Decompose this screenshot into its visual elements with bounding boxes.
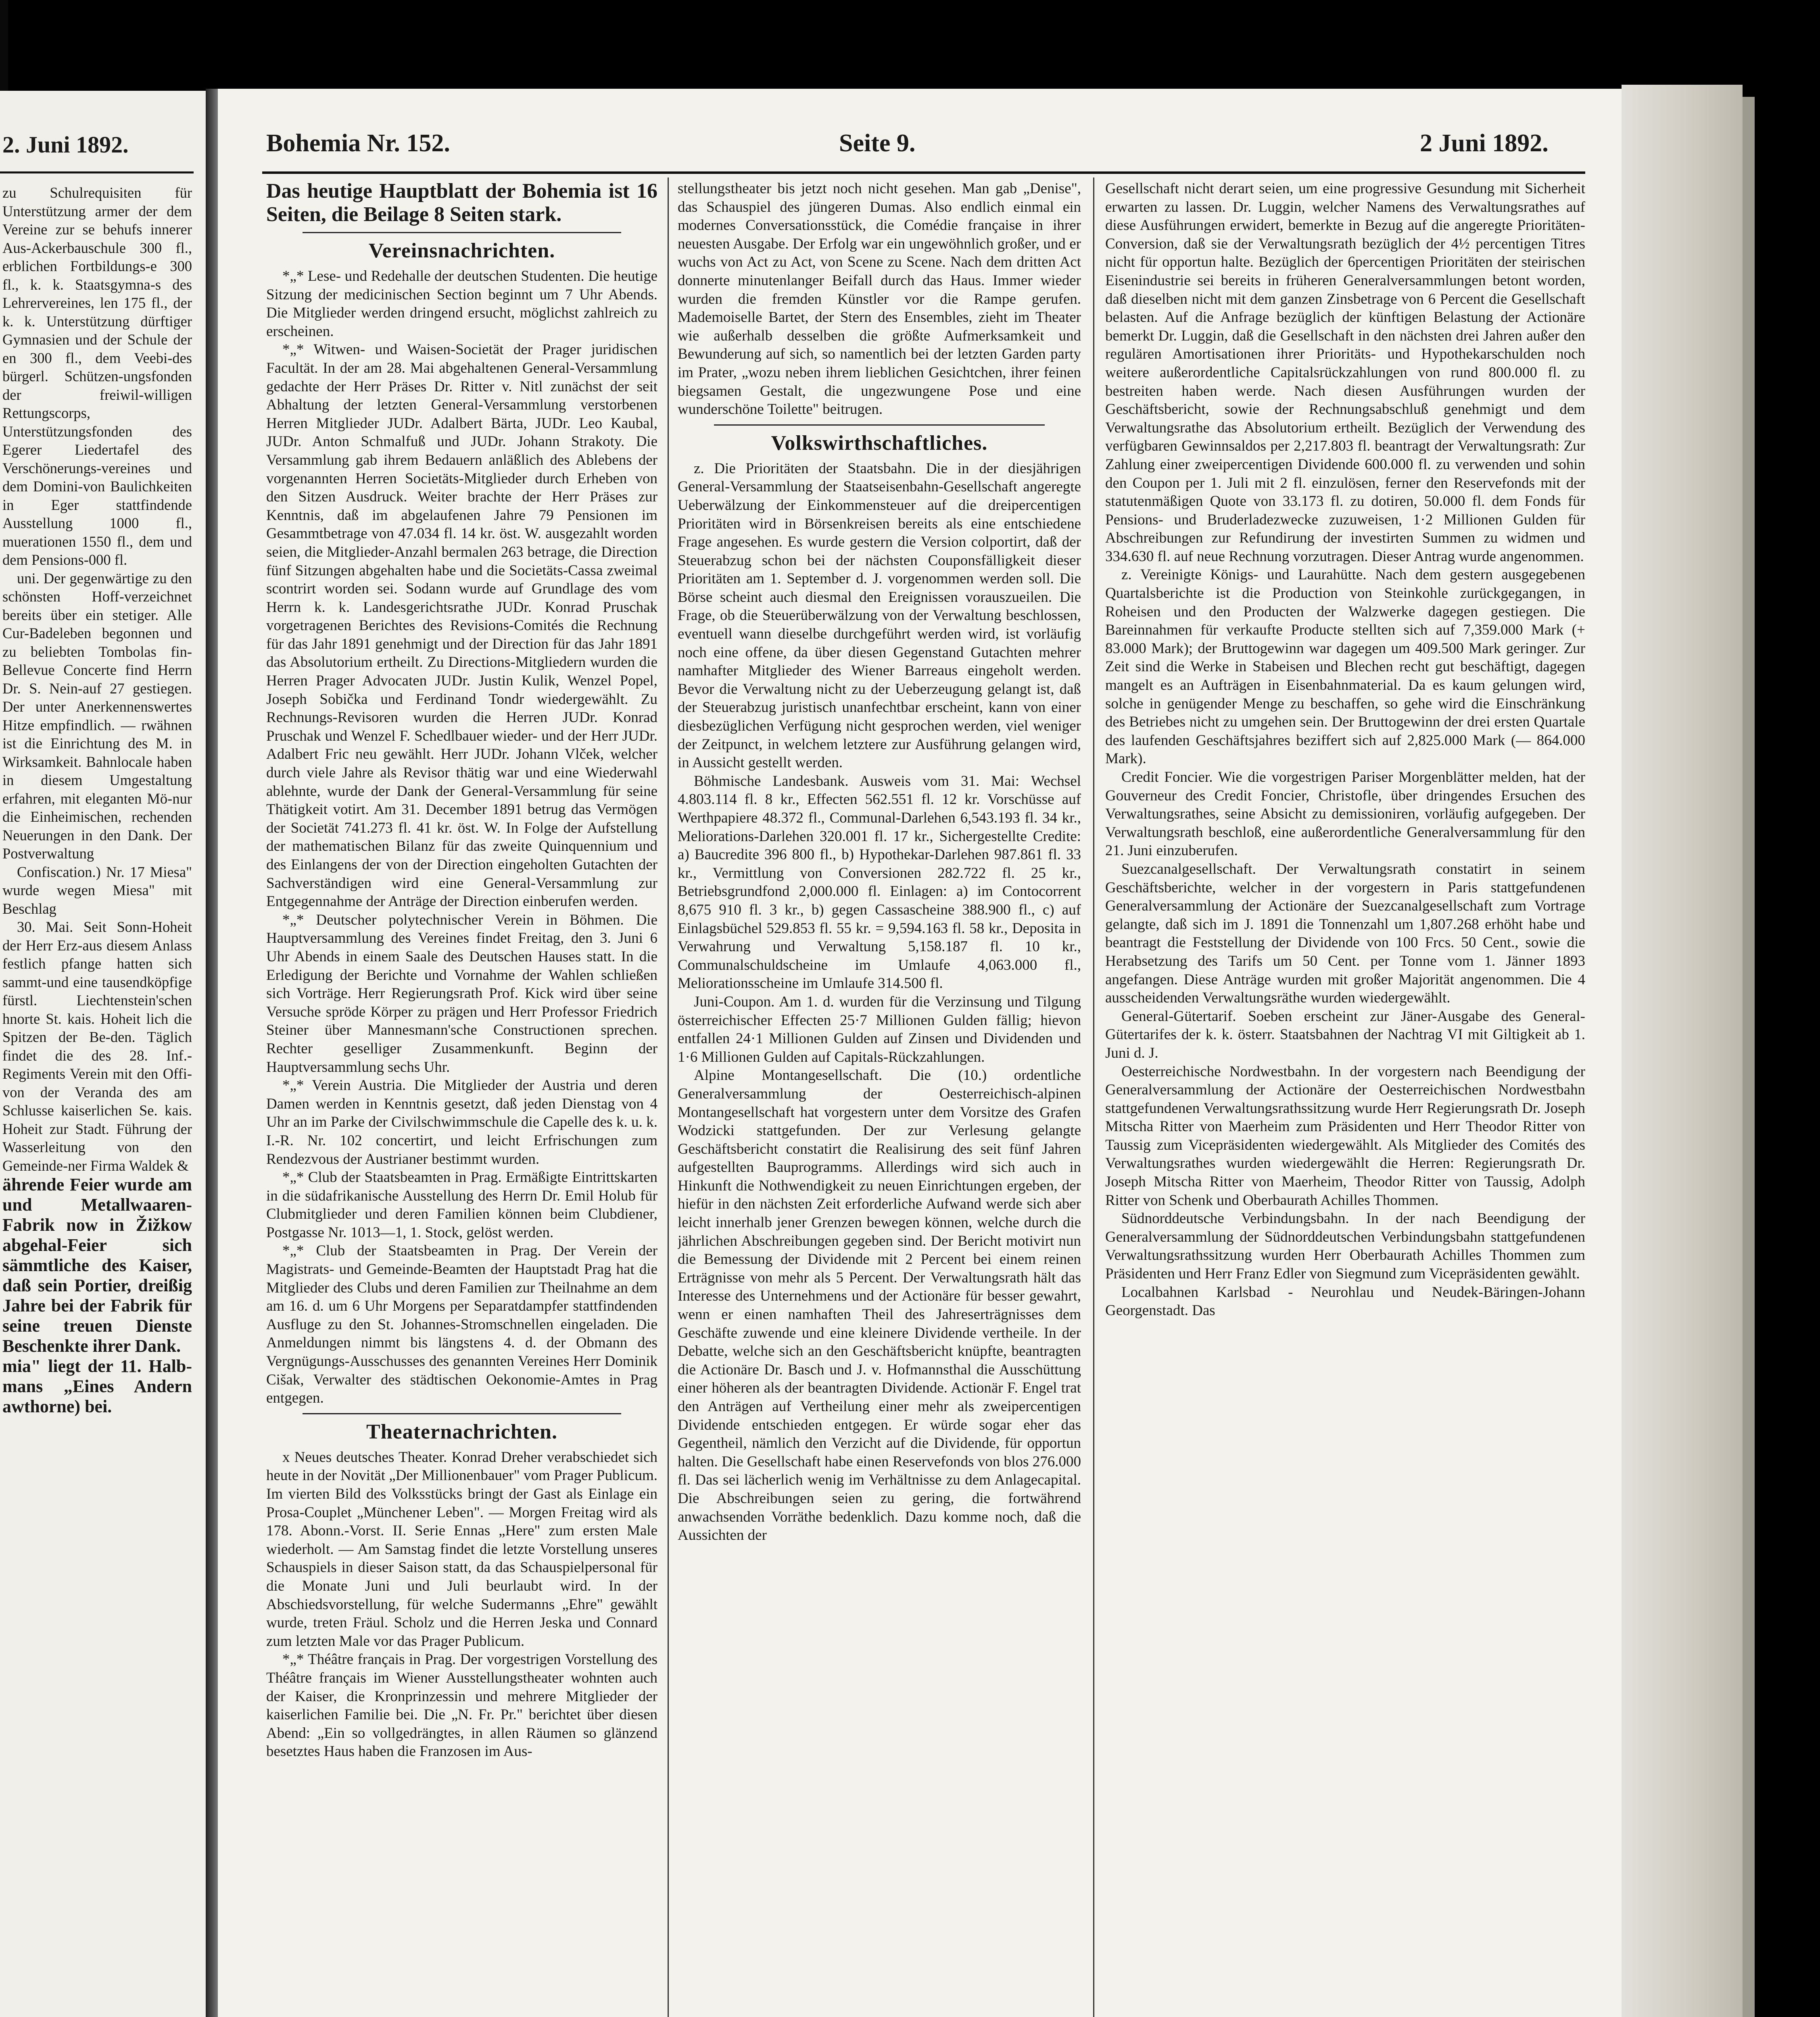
previous-page-column: [2, 184, 192, 2017]
article-paragraph: *„* Witwen- und Waisen-Societät der Prager juridischen Facultät. In der am 28. Mai abgehaltenen General-Versammlung gedachte der Herr Präses Dr. Ritter v. Nitl zunächst der seit Abhaltung der letzten General-Versammlung verstorbenen Herren Mitglieder JUDr. Adalbert Bärta, JUDr. Leo Kaubal, JUDr. Anton Schmalfuß und JUDr. Johann Strakoty. Die Versammlung gab ihrem Bedauern anläßlich des Ablebens der vorgenannten Herren Societäts-Mitglieder durch Erheben von den Sitzen Ausdruck. Weiter brachte der Herr Präses zur Kenntnis, daß im abgelaufenen Jahre 79 Pensionen im Gesammtbetrage von 47.034 fl. 14 kr. öst. W. ausgezahlt worden seien, die Mitglieder-Anzahl bermalen 263 betrage, die Direction fünf Sitzungen abgehalten habe und die Societäts-Cassa zweimal scontrirt worden sei. Sodann wurde auf Grundlage des vom Herrn k. k. Landesgerichtsrathe JUDr. Konrad Pruschak vorgetragenen Berichtes des Revisions-Comités die Rechnung für das Jahr 1891 genehmigt und der Direction für das Jahr 1891 das Absolutorium ertheilt. Zu Directions-Mitgliedern wurden die Herren Prager Advocaten JUDr. Justin Kulik, Wenzel Popel, Joseph Sobička und Ferdinand Tondr wiedergewählt. Zu Rechnungs-Revisoren wurden die Herren JUDr. Konrad Pruschak und Wenzel F. Schedlbauer wieder- und der Herr JUDr. Adalbert Fric neu gewählt. Herr JUDr. Johann Vlček, welcher durch viele Jahre als Revisor thätig war und eine Wiederwahl ablehnte, wurde der Dank der General-Versammlung für seine Thätigkeit votirt. Am 31. December 1891 betrug das Vermögen der Societät 741.273 fl. 41 kr. öst. W. In Folge der Aufstellung der mathematischen Bilanz für das zweite Quinquennium und des Einlangens der von der Direction eingeholten Gutachten der Sachverständigen wird eine General-Versammlung zur Entgegennahme der Anträge der Direction einberufen werden.: [266, 341, 657, 910]
section-divider: [303, 232, 621, 233]
article-paragraph: *„* Lese- und Redehalle der deutschen Studenten. Die heutige Sitzung der medicinischen Section beginnt um 7 Uhr Abends. Die Mitglieder werden dringend ersucht, möglichst zahlreich zu erscheinen.: [266, 268, 657, 340]
page-number: Seite 9.: [839, 129, 916, 157]
column-rule: [668, 177, 669, 2017]
article-paragraph: Credit Foncier. Wie die vorgestrigen Pariser Morgenblätter melden, hat der Gouverneur des Credit Foncier, Christofle, über dringendes Ersuchen des Verwaltungsrathes, seine Absicht zu demissioniren, vorläufig aufgegeben. Der Verwaltungsrath beschloß, eine außerordentliche Generalversammlung für den 21. Juni einzuberufen.: [1105, 769, 1585, 859]
masthead-issue: Bohemia Nr. 152.: [266, 129, 450, 157]
prev-paragraph: zu Schulrequisiten für Unterstützung armer der dem Vereine zur se behufs innerer Aus-Ackerbauschule 300 fl., erblichen Fortbildungs-e 300 fl., k. k. Staatsgymna-s des Lehrervereines, len 175 fl., der k. k. Unterstützung dürftiger Gymnasien und der Schule der en 300 fl., dem Veebi-des bürgerl. Schützen-ungsfonden der freiwil-willigen Rettungscorps, Unterstützungsfonden des Egerer Liedertafel des Verschönerungs-vereines und dem Domini-von Baulichkeiten in Eger stattfindende Ausstellung 1000 fl., muerationen 1550 fl., dem und dem Pensions-000 fl.: [2, 184, 192, 568]
page-gutter: [206, 89, 218, 2017]
article-paragraph: Suezcanalgesellschaft. Der Verwaltungsrath constatirt in seinem Geschäftsberichte, welcher in der vorgestern in Paris stattgefundenen Generalversammlung der Actionäre der Suezcanalgesellschaft zum Vortrage gelangte, daß sich im J. 1891 die Tonnenzahl um 1,807.268 erhöht habe und beantragt die Feststellung der Dividende von 100 Frcs. 50 Cent., sowie die Herabsetzung des Tarifs um 50 Cent. per Tonne vom 1. Jänner 1893 angefangen. Diese Anträge wurden mit großer Majorität angenommen. Die 4 ausscheidenden Verwaltungsräthe wurden wiedergewählt.: [1105, 860, 1585, 1006]
header-rule: [262, 171, 1585, 174]
column-rule: [1093, 177, 1094, 2017]
page-stack-shadow: [1743, 97, 1755, 2017]
article-paragraph: *„* Deutscher polytechnischer Verein in Böhmen. Die Hauptversammlung des Vereines findet Freitag, den 3. Juni 6 Uhr Abends in einem Saale des Deutschen Hauses statt. In die Erledigung der Berichte und Vornahme der Wahlen schließen sich Vorträge. Herr Regierungsrath Prof. Kick wird über seine Versuche spröde Körper zu prägen und Herr Professor Friedrich Steiner über Mannesmann'sche Constructionen sprechen. Rechter geselliger Zusammenkunft. Beginn der Hauptversammlung sechs Uhr.: [266, 911, 657, 1075]
page-header: [266, 129, 1557, 169]
prev-paragraph: uni. Der gegenwärtige zu den schönsten Hoff-verzeichnet bereits über ein stetiger. Alle Cur-Badeleben begonnen und zu beliebten Tombolas fin-Bellevue Concerte find Herrn Dr. S. Nein-auf 27 gestiegen. Der unter Anerkennenswertes Hitze empfindlich. — rwähnen ist die Einrichtung des M. in Wirksamkeit. Bahnlocale haben in diesem Umgestaltung erfahren, mit eleganten Mö-nur die Einheimischen, rechenden Neuerungen in den Dank. Der Postverwaltung: [2, 570, 192, 862]
article-paragraph: Südnorddeutsche Verbindungsbahn. In der nach Beendigung der Generalversammlung der Südnorddeutschen Verbindungsbahn stattgefundenen Verwaltungsrathssitzung wurden Herr Oberbaurath Achilles Thommen zum Präsidenten und Herr Franz Edler von Siegmund zum Vicepräsidenten gewählt.: [1105, 1210, 1585, 1282]
section-title-theaternachrichten: Theaternachrichten.: [366, 1420, 557, 1443]
previous-page-header-rule: [0, 171, 194, 173]
issue-date: 2 Juni 1892.: [1420, 129, 1549, 157]
article-paragraph: *„* Club der Staatsbeamten in Prag. Der Verein der Magistrats- und Gemeinde-Beamten der Hauptstadt Prag hat die Mitglieder des Clubs und deren Familien zur Theilnahme an dem am 16. d. um 6 Uhr Morgens per Separatdampfer stattfindenden Ausfluge zu den St. Johannes-Stromschnellen eingeladen. Die Anmeldungen nimmt bis längstens 4. d. der Obmann des Vergnügungs-Ausschusses des genannten Vereines Herr Dominik Cišak, Verwalter des städtischen Oekonomie-Amtes in Prag entgegen.: [266, 1242, 657, 1407]
article-paragraph: Gesellschaft nicht derart seien, um eine progressive Gesundung mit Sicherheit erwarten zu lassen. Dr. Luggin, welcher Namens des Verwaltungsrathes auf diese Ausführungen erwidert, bemerkte in Bezug auf die angeregte Prioritäten-Conversion, daß sie der Verwaltungsrath bezüglich der 4½ percentigen Titres nicht für opportun halte. Bezüglich der 6percentigen Prioritäten der steirischen Eisenindustrie sei bereits in früheren Generalversammlungen betont worden, daß dieselben nicht mit dem ganzen Zinsbetrage von 6 Percent die Gesellschaft belasten. Auf die Anfrage bezüglich der künftigen Belastung der Actionäre bemerkt Dr. Luggin, daß die Gesellschaft in den nächsten drei Jahren außer den regulären Amortisationen ihrer Prioritäts- und Hypothekarschulden noch weitere außerordentliche Capitalsrückzahlungen von rund 800.000 fl. zu bestreiten haben werde. Nach diesen Ausführungen wurden der Geschäftsbericht, sowie der Rechnungsabschluß genehmigt und dem Verwaltungsrathe das Absolutorium ertheilt. Bezüglich der Verwendung des verfügbaren Gewinnsaldos per 2,217.803 fl. beantragt der Verwaltungsrath: Zur Zahlung einer zweipercentigen Dividende 600.000 fl. zu verwenden und sohin den Coupon per 1. Juli mit 2 fl. einzulösen, ferner den Reservefonds mit der statutenmäßigen Quote von 33.173 fl. zu dotiren, 50.000 fl. dem Fonds für Pensions- und Bruderladezwecke zuzuweisen, 1·2 Millionen Gulden für Abschreibungen zur Refundirung der investirten Summen zu widmen und 334.630 fl. auf neue Rechnung vorzutragen. Dieser Antrag wurde angenommen.: [1105, 180, 1585, 565]
prev-paragraph-bold: ährende Feier wurde am und Metallwaaren-Fabrik now in Žižkow abgehal-Feier sich sämmtliche des Kaiser, daß sein Portier, dreißig Jahre bei der Fabrik für seine treuen Dienste Beschenkte ihrer Dank.: [2, 1175, 192, 1356]
column-3: [1105, 180, 1585, 2017]
edition-notice: Das heutige Hauptblatt der Bohemia ist 16 Seiten, die Beilage 8 Seiten stark.: [266, 180, 657, 226]
column-1: [266, 180, 657, 2017]
prev-paragraph: Confiscation.) Nr. 17 Miesa" wurde wegen Miesa" mit Beschlag: [2, 863, 192, 917]
section-title-volkswirthschaftliches: Volkswirthschaftliches.: [771, 431, 988, 455]
page-stack-edge: [1622, 85, 1743, 2017]
article-paragraph: General-Gütertarif. Soeben erscheint zur Jäner-Ausgabe des General-Gütertarifes der k. k. österr. Staatsbahnen der Nachtrag VI mit Giltigkeit ab 1. Juni d. J.: [1105, 1008, 1585, 1061]
article-paragraph: Oesterreichische Nordwestbahn. In der vorgestern nach Beendigung der Generalversammlung der Actionäre der Oesterreichischen Nordwestbahn stattgefundenen Verwaltungsrathssitzung wurde Herr Regierungsrath Dr. Joseph Mitscha Ritter von Maerheim zum Präsidenten und Herr Theodor Ritter von Taussig zum Vicepräsidenten wiedergewählt. Als Mitglieder des Comités des Verwaltungsrathes wurden wiedergewählt die Herren: Regierungsrath Dr. Joseph Mitscha Ritter von Maerheim, Theodor Ritter von Taussig, Adolph Ritter von Schenk und Oberbaurath Achilles Thommen.: [1105, 1063, 1585, 1209]
article-paragraph: stellungstheater bis jetzt noch nicht gesehen. Man gab „Denise", das Schauspiel des jüngeren Dumas. Also endlich einmal ein modernes Conversationsstück, die Comédie française in ihrer neuesten Ausgabe. Der Erfolg war ein ungewöhnlich großer, und er wuchs von Act zu Act, von Scene zu Scene. Nach dem dritten Act donnerte minutenlanger Beifall durch das Haus. Immer wieder wurden die fremden Künstler vor die Rampe gerufen. Mademoiselle Bartet, der Stern des Ensembles, zieht im Theater wie außerhalb desselben die größte Aufmerksamkeit und Bewunderung auf sich, so namentlich bei der letzten Garden party im Prater, „wozu neben ihrem lieblichen Gesichtchen, ihrer feinen biegsamen Gestalt, die ungezwungene Pose und eine wunderschöne Toilette" beitrugen.: [678, 180, 1081, 418]
section-divider: [303, 1413, 621, 1414]
article-paragraph: Localbahnen Karlsbad - Neurohlau und Neudek-Bäringen-Johann Georgenstadt. Das: [1105, 1284, 1585, 1319]
article-paragraph: z. Die Prioritäten der Staatsbahn. Die in der diesjährigen General-Versammlung der Staatseisenbahn-Gesellschaft angeregte Ueberwälzung der Einkommensteuer auf die dreipercentigen Prioritäten wird in Börsenkreisen bereits als eine entschiedene Frage angesehen. Es wurde gestern die Version colportirt, daß der Steuerabzug schon bei der nächsten Couponsfälligkeit dieser Prioritäten am 1. September d. J. vorgenommen werden soll. Die Börse scheint auch diesmal den Ereignissen vorauszueilen. Die Frage, ob die Steuerüberwälzung von der Verwaltung beschlossen, eventuell wann dieselbe durchgeführt werden wird, ist vorläufig noch eine offene, da über diesen Gegenstand Gutachten mehrer namhafter Mitglieder des Wiener Barreaus eingeholt werden. Bevor die Verwaltung nicht zu der Ueberzeugung gelangt ist, daß der Steuerabzug juristisch unanfechtbar erscheint, kann von einer diesbezüglichen Verfügung nicht gesprochen werden, viel weniger der Zeitpunct, in welchem letztere zur Ausführung gelangen wird, in Aussicht gestellt werden.: [678, 460, 1081, 771]
prev-notice-supplement: mia" liegt der 11. Halb-mans „Eines Andern awthorne) bei.: [2, 1356, 192, 1416]
previous-page-date: 2. Juni 1892.: [2, 132, 129, 158]
newspaper-page: [218, 89, 1627, 2017]
article-paragraph: *„* Théâtre français in Prag. Der vorgestrigen Vorstellung des Théâtre français im Wiener Ausstellungstheater wohnten auch der Kaiser, die Kronprinzessin und mehrere Mitglieder der kaiserlichen Familie bei. Die „N. Fr. Pr." berichtet über diesen Abend: „Ein so vollgedrängtes, in allen Räumen so glänzend besetztes Haus haben die Franzosen im Aus-: [266, 1651, 657, 1760]
article-paragraph: Juni-Coupon. Am 1. d. wurden für die Verzinsung und Tilgung österreichischer Effecten 25·7 Millionen Gulden fällig; hievon entfallen 24·1 Millionen Gulden auf Zinsen und Dividenden und 1·6 Millionen Gulden auf Capitals-Rückzahlungen.: [678, 993, 1081, 1065]
prev-paragraph: 30. Mai. Seit Sonn-Hoheit der Herr Erz-aus diesem Anlass festlich pfange hatten sich sammt-und eine tausendköpfige fürstl. Liechtenstein'schen hnorte St. kais. Hoheit lich die Spitzen der Be-den. Täglich findet die des 28. Inf.-Regiments Verein mit den Offi-von der Veranda des am Schlusse kaiserlichen Se. kais. Hoheit zur Stadt. Führung der Wasserleitung von den Gemeinde-ner Firma Waldek &: [2, 919, 192, 1174]
column-2: [678, 180, 1081, 2017]
article-paragraph: *„* Verein Austria. Die Mitglieder der Austria und deren Damen werden in Kenntnis gesetzt, daß jeden Dienstag von 4 Uhr an im Parke der Civilschwimmschule die Capelle des k. u. k. I.-R. Nr. 102 concertirt, und leicht Erfrischungen zum Rendezvous der Austrianer bestimmt wurden.: [266, 1077, 657, 1167]
article-paragraph: Böhmische Landesbank. Ausweis vom 31. Mai: Wechsel 4.803.114 fl. 8 kr., Effecten 562.551 fl. 12 kr. Vorschüsse auf Werthpapiere 48.372 fl., Communal-Darlehen 6,543.193 fl. 34 kr., Meliorations-Darlehen 320.001 fl. 17 kr., Sichergestellte Credite: a) Baucredite 396 800 fl., b) Hypothekar-Darlehen 987.861 fl. 33 kr., Vermittlung von Conversionen 282.722 fl. 25 kr., Betriebsgrundfond 2,000.000 fl. Einlagen: a) im Contocorrent 8,675 910 fl. 3 kr., b) gegen Cassascheine 388.900 fl., c) auf Einlagsbüchel 529.853 fl. 55 kr. = 9,594.163 fl. 58 kr., Deposita in Verwahrung und Verwaltung 5,158.187 fl. 10 kr., Communalschuldscheine im Umlaufe 4,063.000 fl., Meliorationsscheine im Umlaufe 314.500 fl.: [678, 773, 1081, 992]
article-paragraph: z. Vereinigte Königs- und Laurahütte. Nach dem gestern ausgegebenen Quartalsberichte ist die Production von Steinkohle zurückgegangen, in Roheisen und den Producten der Walzwerke dagegen gestiegen. Die Bareinnahmen für verkaufte Producte stellten sich auf 7,359.000 Mark (+ 83.000 Mark); der Bruttogewinn war dagegen um 409.500 Mark geringer. Zur Zeit sind die Werke in Stabeisen und Blechen recht gut beschäftigt, dagegen mangelt es an Aufträgen in Eisenbahnmaterial. Da es kaum gelungen wird, solche in genügender Menge zu beschaffen, so gehe wird die Einschränkung des Betriebes nicht zu umgehen sein. Der Bruttogewinn der drei ersten Quartale des laufenden Geschäftsjahres beziffert sich auf 2,825.000 Mark (— 864.000 Mark).: [1105, 566, 1585, 767]
section-title-vereinsnachrichten: Vereinsnachrichten.: [368, 239, 555, 262]
article-paragraph: Alpine Montangesellschaft. Die (10.) ordentliche Generalversammlung der Oesterreichisch-alpinen Montangesellschaft hat vorgestern unter dem Vorsitze des Grafen Wodzicki stattgefunden. Der zur Verlesung gelangte Geschäftsbericht constatirt die Realisirung des seit fünf Jahren aufgestellten Bauprogramms. Allerdings wird sich auch in Hinkunft die Nothwendigkeit zu neuen Einrichtungen ergeben, der hiefür in den nächsten Zeit erforderliche Aufwand werde sich aber leicht innerhalb jener Grenzen bewegen können, welche durch die jährlichen Abschreibungen gegeben sind. Der Bericht motivirt nun die Bemessung der Dividende mit 2 Percent bei einem reinen Erträgnisse von mehr als 5 Percent. Der Verwaltungsrath hält das Interesse des Unternehmens und der Actionäre für besser gewahrt, wenn er einen namhaften Theil des Jahreserträgnisses dem Geschäfte zuwende und eine kleinere Dividende vertheile. In der Debatte, welche sich an den Geschäftsbericht knüpfte, beantragten die Actionäre Dr. Basch und J. v. Hofmannsthal die Ausschüttung einer höheren als der beantragten Dividende. Actionär F. Engel trat den Anträgen auf Vertheilung einer mehr als zweipercentigen Dividende entschieden entgegen. Er würde sogar eher das Gegentheil, nämlich den Verzicht auf die Dividende, für opportun halten. Die Gesellschaft habe einen Reservefonds von blos 276.000 fl. Das sei lächerlich wenig im Verhältnisse zu dem Anlagecapital. Die Abschreibungen seien zu gering, die fortwährend anwachsenden Vorräthe bedenklich. Dazu komme noch, daß die Aussichten der: [678, 1067, 1081, 1544]
article-paragraph: x Neues deutsches Theater. Konrad Dreher verabschiedet sich heute in der Novität „Der Millionenbauer" vom Prager Publicum. Im vierten Bild des Volksstücks bringt der Gast als Einlage ein Prosa-Couplet „Münchener Leben". — Morgen Freitag wird als 178. Abonn.-Vorst. II. Serie Ennas „Here" zum ersten Male wiederholt. — Am Samstag findet die letzte Vorstellung unseres Schauspiels in dieser Saison statt, da das Schauspielpersonal für die Monate Juni und Juli beurlaubt wird. In der Abschiedsvorstellung, für welche Sudermanns „Ehre" gewählt wurde, treten Fräul. Scholz und die Herren Jeska und Connard zum letzten Male vor das Prager Publicum.: [266, 1449, 657, 1650]
article-paragraph: *„* Club der Staatsbeamten in Prag. Ermäßigte Eintrittskarten in die südafrikanische Ausstellung des Herrn Dr. Emil Holub für Clubmitglieder und deren Familien können beim Clubdiener, Postgasse Nr. 1013—1, 1. Stock, gelöst werden.: [266, 1169, 657, 1241]
previous-page-strip: [0, 91, 208, 2017]
section-divider: [714, 424, 1045, 426]
